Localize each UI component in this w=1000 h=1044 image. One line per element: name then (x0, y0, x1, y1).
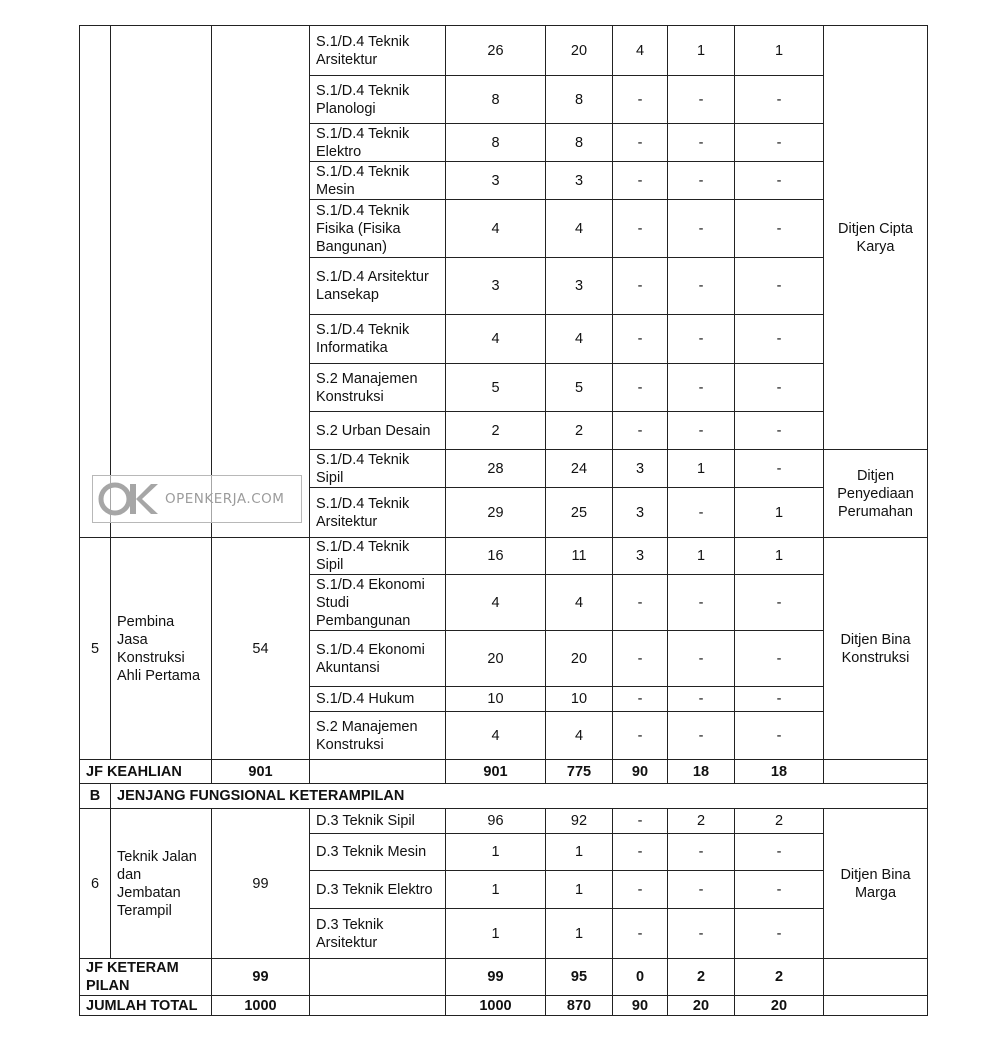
count-cell: - (668, 712, 735, 760)
count-cell: - (613, 712, 668, 760)
total-cell: 5 (446, 364, 546, 412)
major-cell: S.1/D.4 Ekonomi Studi Pembangunan (310, 575, 446, 631)
count-cell: - (613, 412, 668, 450)
total-cell: 1 (446, 871, 546, 909)
grand-total-label: JUMLAH TOTAL (80, 996, 212, 1016)
total-cell: 20 (446, 631, 546, 687)
count-cell: 4 (546, 315, 613, 364)
subtotal-label: JF KETERAM PILAN (80, 959, 212, 996)
major-cell: S.1/D.4 Teknik Mesin (310, 162, 446, 200)
count-cell: 20 (546, 26, 613, 76)
count-cell: - (668, 834, 735, 871)
total-cell: 1 (446, 909, 546, 959)
count-cell: - (668, 631, 735, 687)
count-cell: 1 (735, 488, 824, 538)
section-header (80, 784, 928, 809)
formation-cell-empty (212, 26, 310, 538)
count-cell: - (668, 162, 735, 200)
subtotal-count: 18 (735, 760, 824, 784)
count-cell: - (735, 412, 824, 450)
major-cell: S.1/D.4 Teknik Arsitektur (310, 26, 446, 76)
formation-count: 99 (212, 809, 310, 959)
count-cell: - (735, 631, 824, 687)
total-cell: 8 (446, 76, 546, 124)
count-cell: - (735, 575, 824, 631)
formation-count: 54 (212, 538, 310, 760)
major-cell: S.1/D.4 Arsitektur Lansekap (310, 258, 446, 315)
count-cell: - (668, 124, 735, 162)
unit-cell: Ditjen Bina Konstruksi (824, 538, 928, 760)
count-cell: 20 (546, 631, 613, 687)
count-cell: 1 (668, 538, 735, 575)
major-cell: S.1/D.4 Teknik Planologi (310, 76, 446, 124)
count-cell: - (735, 258, 824, 315)
subtotal-count: 0 (613, 959, 668, 996)
row-number: 5 (80, 538, 111, 760)
count-cell: - (668, 364, 735, 412)
watermark (92, 475, 302, 523)
count-cell: - (613, 258, 668, 315)
grand-total-formation: 1000 (212, 996, 310, 1016)
count-cell: 4 (546, 712, 613, 760)
position-name: Pembina Jasa Konstruksi Ahli Pertama (111, 538, 212, 760)
total-cell: 16 (446, 538, 546, 575)
count-cell: 8 (546, 76, 613, 124)
total-cell: 3 (446, 162, 546, 200)
subtotal-count: 2 (668, 959, 735, 996)
count-cell: 1 (546, 909, 613, 959)
count-cell: - (613, 200, 668, 258)
count-cell: 3 (546, 258, 613, 315)
count-cell: - (668, 871, 735, 909)
position-cell-empty (111, 26, 212, 538)
watermark-text: OPENKERJA.COM (165, 491, 285, 507)
total-cell: 2 (446, 412, 546, 450)
subtotal-row (80, 760, 928, 784)
total-cell: 96 (446, 809, 546, 834)
count-cell: 1 (735, 538, 824, 575)
major-cell: S.1/D.4 Teknik Informatika (310, 315, 446, 364)
grand-total-count: 20 (668, 996, 735, 1016)
count-cell: - (613, 687, 668, 712)
total-cell: 8 (446, 124, 546, 162)
major-cell: D.3 Teknik Mesin (310, 834, 446, 871)
count-cell: - (613, 575, 668, 631)
unit-cell: Ditjen Penyediaan Perumahan (824, 450, 928, 538)
count-cell: 25 (546, 488, 613, 538)
major-cell: S.2 Manajemen Konstruksi (310, 712, 446, 760)
count-cell: - (668, 575, 735, 631)
total-cell: 26 (446, 26, 546, 76)
count-cell: - (668, 412, 735, 450)
position-name: Teknik Jalan dan Jembatan Terampil (111, 809, 212, 959)
count-cell: - (735, 712, 824, 760)
major-cell: S.1/D.4 Teknik Sipil (310, 538, 446, 575)
openkerja-logo-icon (97, 479, 159, 519)
count-cell: - (613, 909, 668, 959)
count-cell: 8 (546, 124, 613, 162)
count-cell: - (668, 315, 735, 364)
count-cell: - (668, 200, 735, 258)
grand-total-count: 20 (735, 996, 824, 1016)
count-cell: - (613, 631, 668, 687)
count-cell: - (613, 124, 668, 162)
major-cell: S.2 Manajemen Konstruksi (310, 364, 446, 412)
subtotal-count: 90 (613, 760, 668, 784)
count-cell: 1 (735, 26, 824, 76)
count-cell: - (735, 76, 824, 124)
subtotal-row (80, 959, 928, 996)
subtotal-total: 99 (446, 959, 546, 996)
grand-total-count: 90 (613, 996, 668, 1016)
count-cell: 92 (546, 809, 613, 834)
count-cell: 1 (546, 834, 613, 871)
grand-total-row (80, 996, 928, 1016)
major-cell: S.1/D.4 Hukum (310, 687, 446, 712)
count-cell: - (613, 162, 668, 200)
count-cell: - (668, 488, 735, 538)
total-cell: 1 (446, 834, 546, 871)
unit-cell: Ditjen Cipta Karya (824, 26, 928, 450)
no-cell-empty (80, 26, 111, 538)
count-cell: - (735, 871, 824, 909)
subtotal-formation: 901 (212, 760, 310, 784)
count-cell: - (668, 687, 735, 712)
count-cell: - (735, 315, 824, 364)
count-cell: 10 (546, 687, 613, 712)
count-cell: - (668, 258, 735, 315)
total-cell: 29 (446, 488, 546, 538)
subtotal-count: 18 (668, 760, 735, 784)
empty-cell (824, 996, 928, 1016)
total-cell: 3 (446, 258, 546, 315)
section-letter: B (80, 784, 111, 809)
count-cell: 3 (546, 162, 613, 200)
count-cell: 5 (546, 364, 613, 412)
count-cell: - (735, 909, 824, 959)
empty-cell (824, 760, 928, 784)
count-cell: - (735, 162, 824, 200)
count-cell: - (668, 909, 735, 959)
count-cell: 3 (613, 538, 668, 575)
subtotal-label: JF KEAHLIAN (80, 760, 212, 784)
major-cell: S.1/D.4 Teknik Elektro (310, 124, 446, 162)
subtotal-count: 2 (735, 959, 824, 996)
major-cell: S.1/D.4 Teknik Fisika (Fisika Bangunan) (310, 200, 446, 258)
count-cell: - (735, 200, 824, 258)
major-cell: S.1/D.4 Teknik Arsitektur (310, 488, 446, 538)
major-cell: D.3 Teknik Arsitektur (310, 909, 446, 959)
count-cell: - (613, 364, 668, 412)
count-cell: 11 (546, 538, 613, 575)
subtotal-count: 95 (546, 959, 613, 996)
unit-cell: Ditjen Bina Marga (824, 809, 928, 959)
count-cell: - (613, 315, 668, 364)
count-cell: - (613, 871, 668, 909)
total-cell: 4 (446, 200, 546, 258)
count-cell: 2 (668, 809, 735, 834)
total-cell: 4 (446, 575, 546, 631)
count-cell: 2 (546, 412, 613, 450)
grand-total-total: 1000 (446, 996, 546, 1016)
major-cell: S.1/D.4 Ekonomi Akuntansi (310, 631, 446, 687)
empty-cell (824, 959, 928, 996)
empty-cell (310, 760, 446, 784)
count-cell: - (613, 76, 668, 124)
table-row (80, 26, 928, 76)
major-cell: D.3 Teknik Sipil (310, 809, 446, 834)
count-cell: 2 (735, 809, 824, 834)
count-cell: - (735, 687, 824, 712)
count-cell: - (735, 124, 824, 162)
count-cell: 3 (613, 488, 668, 538)
count-cell: - (668, 76, 735, 124)
subtotal-total: 901 (446, 760, 546, 784)
count-cell: - (735, 834, 824, 871)
count-cell: 4 (546, 575, 613, 631)
count-cell: 3 (613, 450, 668, 488)
total-cell: 4 (446, 712, 546, 760)
count-cell: 1 (546, 871, 613, 909)
major-cell: D.3 Teknik Elektro (310, 871, 446, 909)
major-cell: S.2 Urban Desain (310, 412, 446, 450)
table-row (80, 538, 928, 575)
major-cell: S.1/D.4 Teknik Sipil (310, 450, 446, 488)
count-cell: 4 (546, 200, 613, 258)
subtotal-count: 775 (546, 760, 613, 784)
count-cell: - (613, 834, 668, 871)
grand-total-count: 870 (546, 996, 613, 1016)
count-cell: - (735, 364, 824, 412)
empty-cell (310, 959, 446, 996)
count-cell: - (613, 809, 668, 834)
table-row (80, 809, 928, 834)
count-cell: 1 (668, 26, 735, 76)
row-number: 6 (80, 809, 111, 959)
section-title: JENJANG FUNGSIONAL KETERAMPILAN (111, 784, 928, 809)
count-cell: - (735, 450, 824, 488)
total-cell: 4 (446, 315, 546, 364)
count-cell: 1 (668, 450, 735, 488)
subtotal-formation: 99 (212, 959, 310, 996)
count-cell: 24 (546, 450, 613, 488)
total-cell: 10 (446, 687, 546, 712)
total-cell: 28 (446, 450, 546, 488)
empty-cell (310, 996, 446, 1016)
count-cell: 4 (613, 26, 668, 76)
